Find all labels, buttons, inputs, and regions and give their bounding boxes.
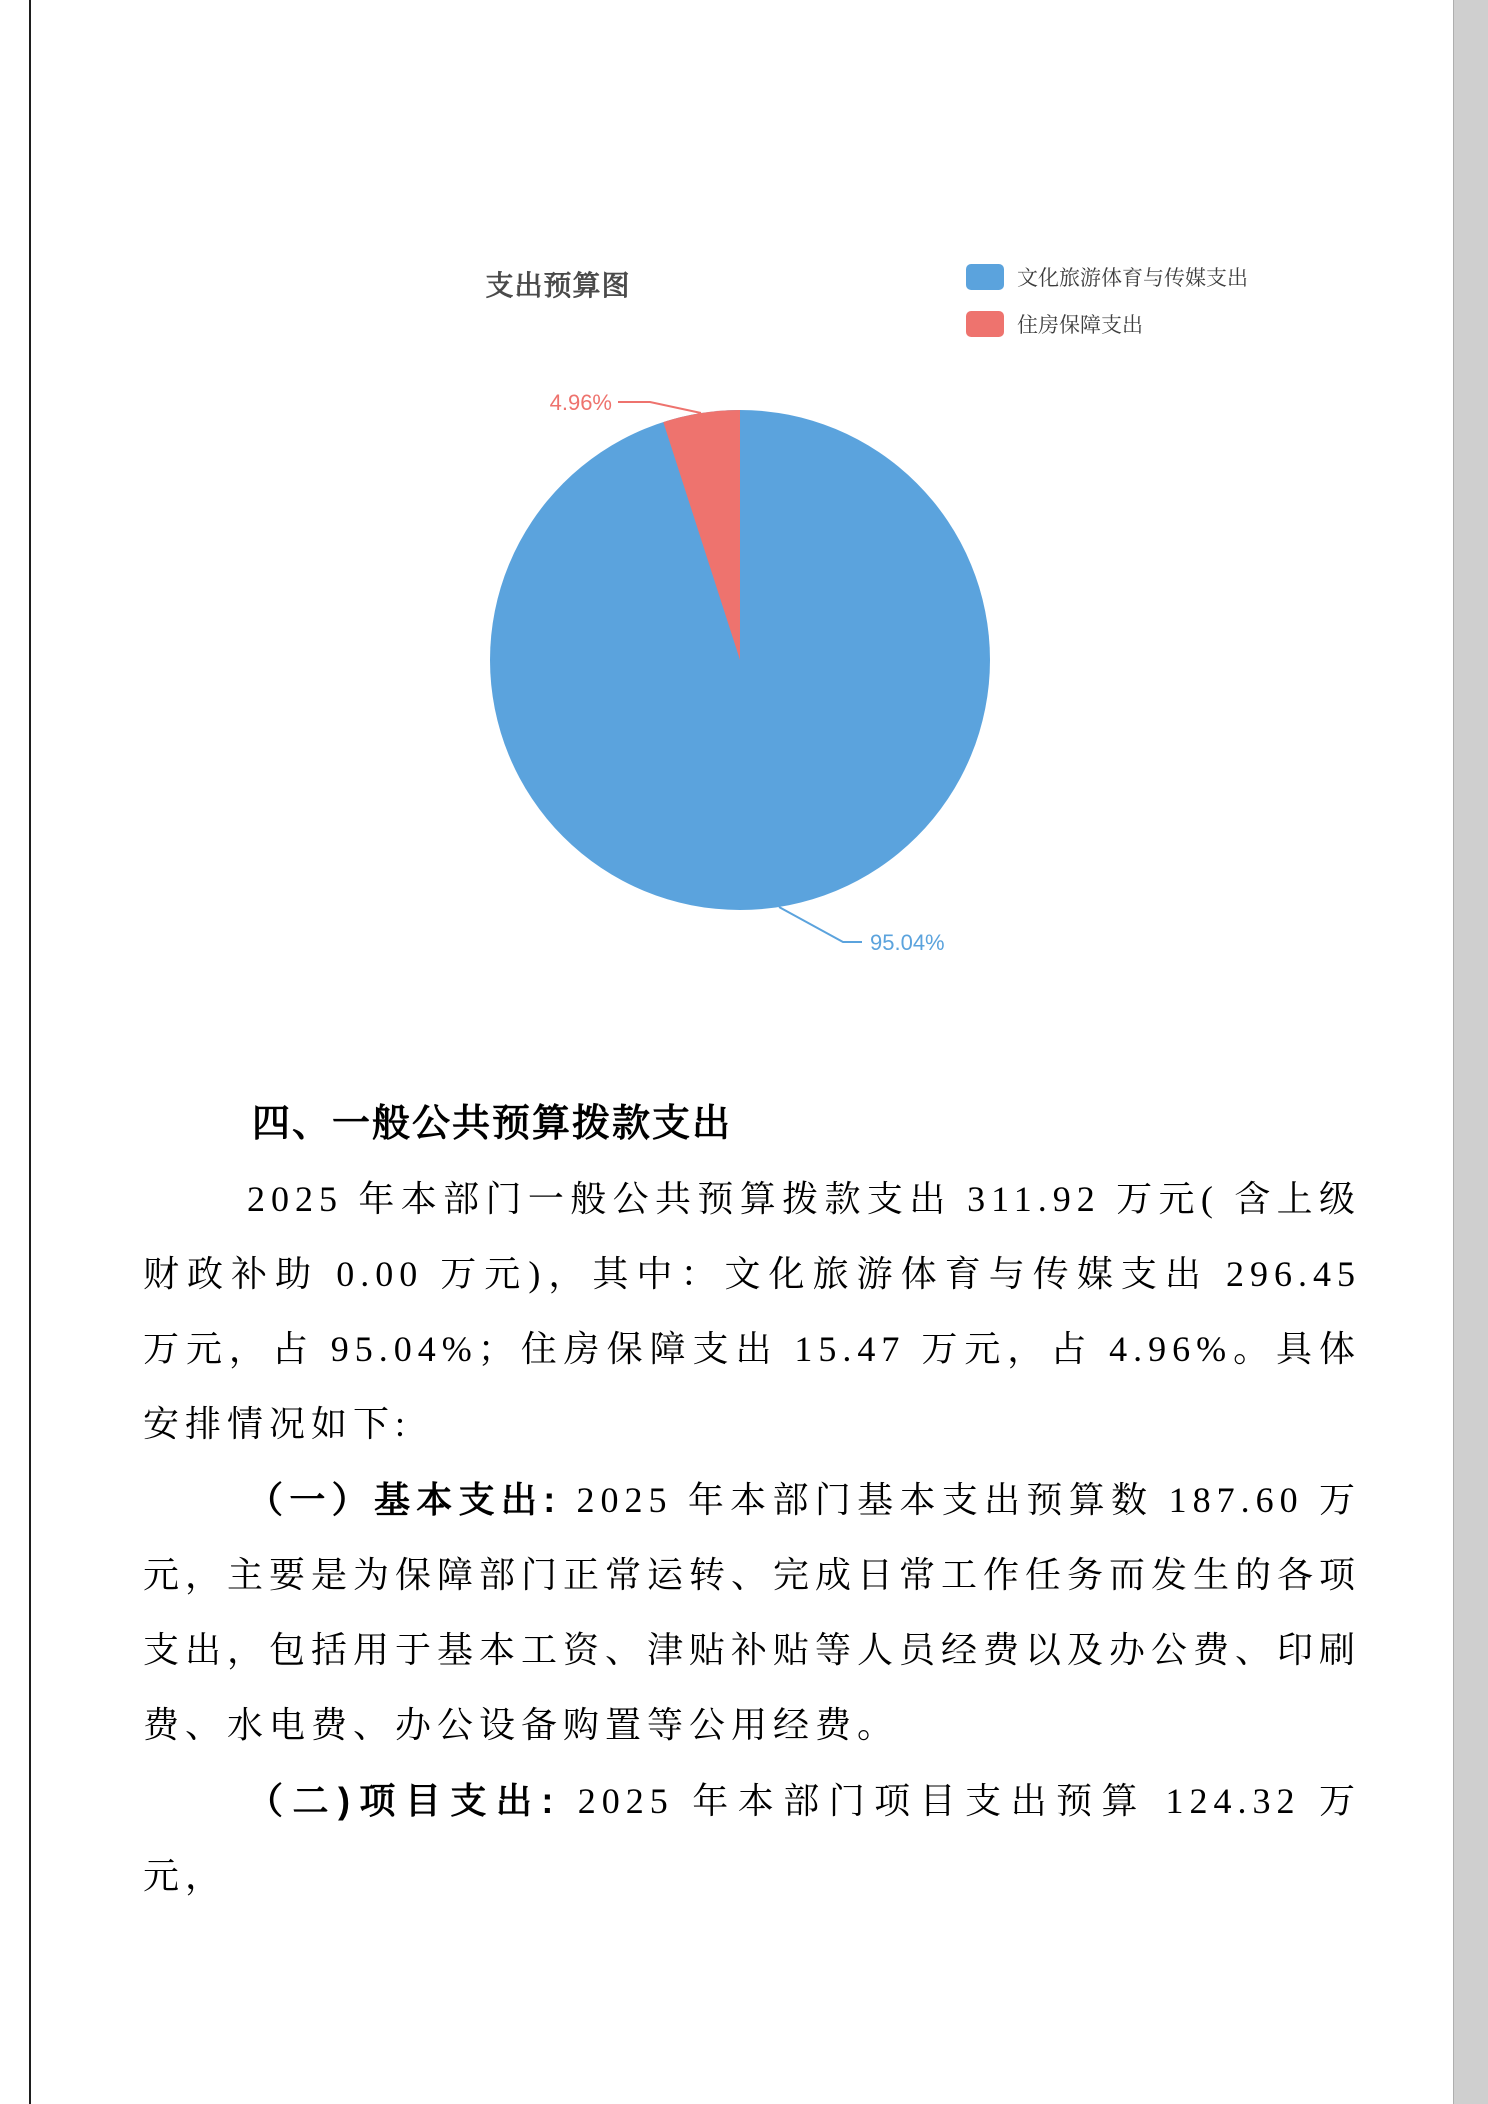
legend-item-culture-tourism xyxy=(966,262,1248,292)
legend-label: 住房保障支出 xyxy=(1017,314,1143,337)
pie-chart-svg xyxy=(440,360,1040,980)
chart-legend xyxy=(966,262,1248,339)
label-line-culture-tourism xyxy=(779,907,862,942)
page-left-edge-line xyxy=(29,0,31,2104)
pie-label-culture-tourism-pct: 95.04% xyxy=(870,930,945,955)
section-heading: 四、一般公共预算拨款支出 xyxy=(252,1103,733,1145)
legend-item-housing xyxy=(966,309,1248,339)
paragraph-overview xyxy=(143,1162,1361,1462)
paragraph-overview-text: 2025 年本部门一般公共预算拨款支出 311.92 万元( 含上级财政补助 0.00 万元)，其中：文化旅游体育与传媒支出 296.45 万元，占 95.04%；住房保障支出 15.47 万元，占 4.96%。具体安排情况如下: xyxy=(143,1179,1361,1444)
label-line-housing xyxy=(618,402,701,413)
paragraph-project-expenditure-text: 2025 年本部门项目支出预算 124.32 万元， xyxy=(143,1781,1361,1896)
paragraph-basic-expenditure-text: 2025 年本部门基本支出预算数 187.60 万元，主要是为保障部门正常运转、完成日常工作任务而发生的各项支出，包括用于基本工资、津贴补贴等人员经费以及办公费、印刷费、水电费、办公设备购置等公用经费。 xyxy=(143,1480,1362,1745)
page-right-edge-strip xyxy=(1453,0,1488,2104)
section-body xyxy=(143,1162,1361,1914)
paragraph-basic-expenditure-label: （一）基本支出: xyxy=(247,1479,562,1520)
paragraph-project-expenditure-label: （二)项目支出: xyxy=(247,1780,560,1821)
legend-swatch-blue-icon xyxy=(966,264,1004,290)
legend-label: 文化旅游体育与传媒支出 xyxy=(1017,267,1248,290)
chart-title: 支出预算图 xyxy=(485,270,631,301)
pie-label-housing-pct: 4.96% xyxy=(549,390,612,415)
paragraph-basic-expenditure xyxy=(143,1462,1361,1763)
legend-swatch-red-icon xyxy=(966,311,1004,337)
paragraph-project-expenditure xyxy=(143,1763,1361,1914)
